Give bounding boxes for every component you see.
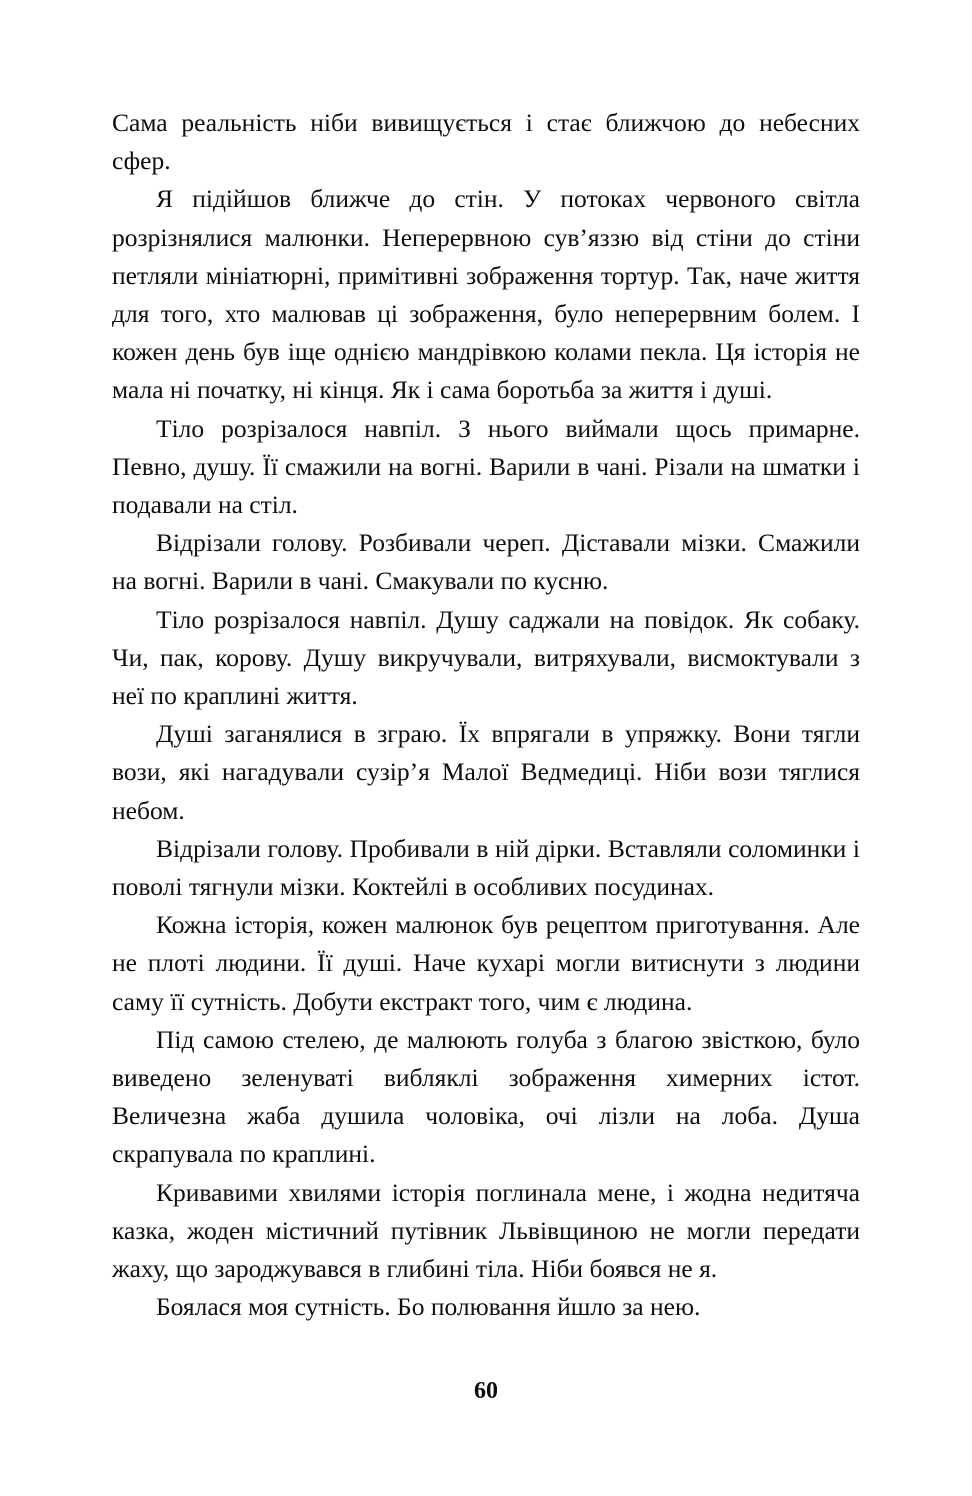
paragraph: Відрізали голову. Розбивали череп. Діставали мізки. Смажили на вогні. Варили в чані. Смакували по кусню. [112, 528, 860, 596]
paragraph: Тіло розрізалося навпіл. З нього виймали щось примарне. Певно, душу. Її смажили на вогні. Варили в чані. Різали на шматки і подавали на стіл. [112, 413, 860, 520]
paragraph: Під самою стелею, де малюють голуба з благою звісткою, було виведено зеленуваті вибляклі зображення химерних істот. Величезна жаба душила чоловіка, очі лізли на лоба. Душа скрапувала по краплині. [112, 1024, 860, 1169]
paragraph: Душі заганялися в зграю. Їх впрягали в упряжку. Вони тягли вози, які нагадували сузір’я Малої Ведмедиці. Ніби вози тяглися небом. [112, 719, 860, 825]
paragraph: Кривавими хвилями історія поглинала мене, і жодна недитяча казка, жоден містичний путівник Львівщиною не могли передати жаху, що зароджувався в глибині тіла. Ніби боявся не я. [112, 1177, 860, 1284]
paragraph: Відрізали голову. Пробивали в ній дірки. Вставляли соломинки і поволі тягнули мізки. Коктейлі в особливих посудинах. [112, 833, 860, 902]
paragraph: Я підійшов ближче до стін. У потоках червоного світла розрізнялися малюнки. Неперервною сув’яззю від стіни до стіни петляли мініатюрні, примітивні зображення тортур. Так, наче життя для того, хто малював ці зображення, було неперервним болем. І кожен день був іще однією мандрівкою колами пекла. Ця історія не мала ні початку, ні кінця. Як і сама боротьба за життя і душі. [112, 184, 860, 405]
page-body-text [112, 104, 860, 1327]
paragraph: Кожна історія, кожен малюнок був рецептом приготування. Але не плоті людини. Її душі. Наче кухарі могли витиснути з людини саму її сутність. Добути екстракт того, чим є людина. [112, 910, 860, 1016]
paragraph: Сама реальність ніби вивищується і стає ближчою до небесних сфер. [112, 108, 860, 176]
page-number: 60 [474, 1378, 498, 1404]
paragraph: Боялася моя сутність. Бо полювання йшло за нею. [156, 1292, 701, 1322]
paragraph: Тіло розрізалося навпіл. Душу саджали на повідок. Як собаку. Чи, пак, корову. Душу викручували, витряхували, висмоктували з неї по краплині життя. [112, 604, 860, 711]
